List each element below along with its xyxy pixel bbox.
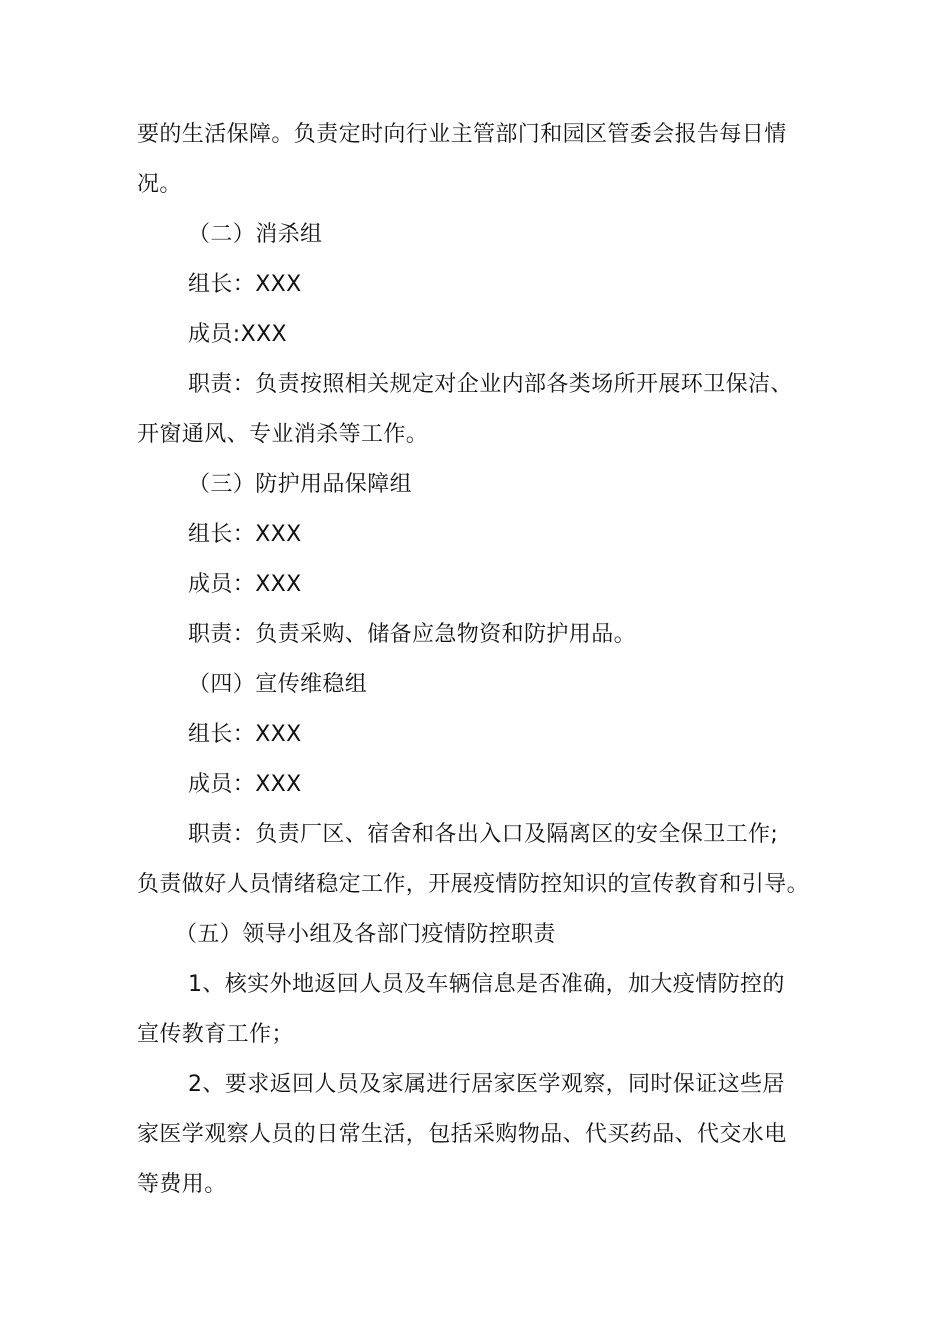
group-members-line: 成员:XXX — [188, 322, 288, 347]
paragraph-line: 家医学观察人员的日常生活，包括采购物品、代买药品、代交水电 — [137, 1122, 787, 1147]
group-leader-line: 组长：XXX — [188, 522, 302, 547]
paragraph-line: 宣传教育工作； — [137, 1022, 294, 1047]
duty-line: 职责：负责按照相关规定对企业内部各类场所开展环卫保洁、 — [188, 372, 793, 397]
duty-line: 职责：负责厂区、宿舍和各出入口及隔离区的安全保卫工作; — [188, 822, 779, 847]
duty-line: 职责：负责采购、储备应急物资和防护用品。 — [188, 622, 637, 647]
list-item-2: 2、要求返回人员及家属进行居家医学观察，同时保证这些居 — [188, 1072, 785, 1097]
section-heading-3: （三）防护用品保障组 — [188, 472, 413, 497]
paragraph-line: 开窗通风、专业消杀等工作。 — [137, 422, 429, 447]
paragraph-line: 等费用。 — [137, 1172, 227, 1197]
paragraph-line: 负责做好人员情绪稳定工作，开展疫情防控知识的宣传教育和引导。 — [137, 872, 810, 897]
section-heading-2: （二）消杀组 — [188, 222, 323, 247]
group-members-line: 成员：XXX — [188, 772, 302, 797]
group-leader-line: 组长：XXX — [188, 272, 302, 297]
list-item-1: 1、核实外地返回人员及车辆信息是否准确，加大疫情防控的 — [188, 972, 785, 997]
section-heading-4: （四）宣传维稳组 — [188, 672, 368, 697]
paragraph-line: 况。 — [137, 172, 182, 197]
section-heading-5: （五）领导小组及各部门疫情防控职责 — [175, 922, 556, 947]
group-members-line: 成员：XXX — [188, 572, 302, 597]
paragraph-line: 要的生活保障。负责定时向行业主管部门和园区管委会报告每日情 — [137, 122, 787, 147]
document-body — [137, 110, 837, 1210]
group-leader-line: 组长：XXX — [188, 722, 302, 747]
